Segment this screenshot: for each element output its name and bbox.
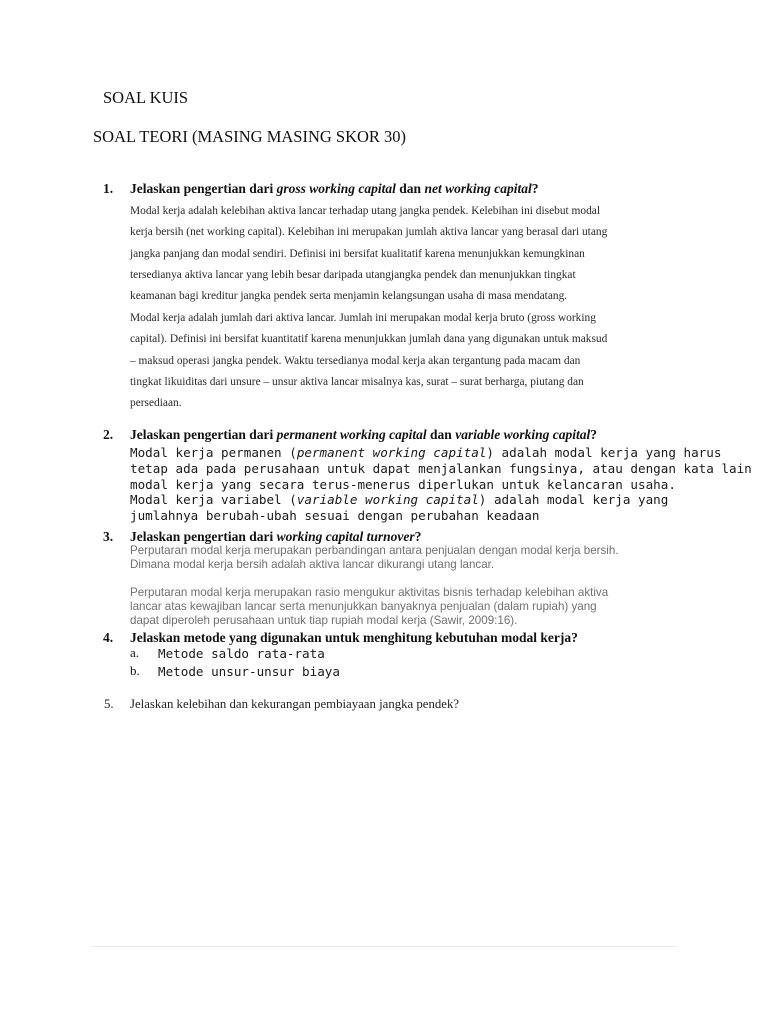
- answer-line: modal kerja yang secara terus-menerus diperlukan untuk kelancaran usaha.: [130, 476, 676, 492]
- answer-line: keamanan bagi kreditur jangka pendek serta menjamin kelangsungan usaha di masa mendatang.: [130, 290, 568, 303]
- question-2-text: Jelaskan pengertian dari permanent working capital dan variable working capital?: [130, 427, 597, 442]
- question-number-3: 3.: [103, 529, 114, 544]
- question-number-5: 5.: [104, 697, 114, 711]
- answer-line: dapat diperoleh perusahaan untuk tiap rupiah modal kerja (Sawir, 2009:16).: [130, 614, 518, 627]
- question-3-answer-b: [130, 586, 680, 628]
- answer-line: Modal kerja adalah jumlah dari aktiva lancar. Jumlah ini merupakan modal kerja bruto (gross working: [130, 312, 596, 324]
- option-letter-b: b.: [130, 663, 140, 678]
- answer-line: jumlahnya berubah-ubah sesuai dengan perubahan keadaan: [130, 508, 540, 524]
- answer-line: jangka panjang dan modal sendiri. Definisi ini bersifat kualitatif karena menunjukkan kemungkinan: [130, 247, 585, 260]
- answer-line: tersedianya aktiva lancar yang lebih besar daripada utangjangka pendek dan menunjukkan tingkat: [130, 268, 576, 281]
- question-3-answer-a: [130, 544, 680, 572]
- answer-line: Perputaran modal kerja merupakan perbandingan antara penjualan dengan modal kerja bersih.: [130, 544, 619, 557]
- question-1-text: Jelaskan pengertian dari gross working capital dan net working capital?: [130, 181, 539, 196]
- question-number-2: 2.: [103, 427, 114, 442]
- option-letter-a: a.: [130, 645, 140, 660]
- answer-line: Perputaran modal kerja merupakan rasio mengukur aktivitas bisnis terhadap kelebihan aktiva: [130, 586, 609, 599]
- answer-line: tetap ada pada perusahaan untuk dapat menjalankan fungsinya, atau dengan kata lain: [130, 460, 752, 476]
- page-title: SOAL KUIS: [103, 88, 189, 107]
- answer-line: Modal kerja variabel (variable working capital) adalah modal kerja yang: [130, 492, 669, 508]
- answer-line: Modal kerja adalah kelebihan aktiva lancar terhadap utang jangka pendek. Kelebihan ini disebut modal: [130, 205, 601, 217]
- answer-line: tingkat likuiditas dari unsure – unsur aktiva lancar misalnya kas, surat – surat berharga, piutang dan: [130, 375, 584, 388]
- question-4-text: Jelaskan metode yang digunakan untuk menghitung kebutuhan modal kerja?: [130, 630, 578, 645]
- answer-line: Modal kerja permanen (permanent working capital) adalah modal kerja yang harus: [130, 445, 722, 460]
- question-5-text: Jelaskan kelebihan dan kekurangan pembiayaan jangka pendek?: [130, 697, 460, 711]
- answer-line: lancar atas kewajiban lancar serta menunjukkan banyaknya penjualan (dalam rupiah) yang: [130, 600, 597, 613]
- page-divider: [92, 946, 676, 947]
- answer-line: persediaan.: [130, 397, 182, 410]
- question-2-answer: [130, 445, 752, 524]
- question-number-4: 4.: [103, 630, 114, 645]
- answer-line: – maksud operasi jangka pendek. Waktu tersedianya modal kerja akan tergantung pada macam dan: [130, 354, 581, 367]
- section-subtitle: SOAL TEORI (MASING MASING SKOR 30): [93, 127, 407, 146]
- answer-line: capital). Definisi ini bersifat kuantitatif karena menunjukkan jumlah dana yang digunakan untuk maksud: [130, 333, 608, 346]
- option-text-b: Metode unsur-unsur biaya: [158, 664, 340, 679]
- question-number-1: 1.: [103, 181, 114, 196]
- answer-line: kerja bersih (net working capital). Kelebihan ini merupakan jumlah aktiva lancar yang berasal dari utang: [130, 226, 608, 239]
- answer-line: Dimana modal kerja bersih adalah aktiva lancar dikurangi utang lancar.: [130, 558, 495, 571]
- option-text-a: Metode saldo rata-rata: [158, 646, 325, 661]
- question-1-answer: [130, 201, 675, 307]
- question-1-answer-2: [130, 308, 675, 414]
- question-3-text: Jelaskan pengertian dari working capital turnover?: [130, 529, 422, 544]
